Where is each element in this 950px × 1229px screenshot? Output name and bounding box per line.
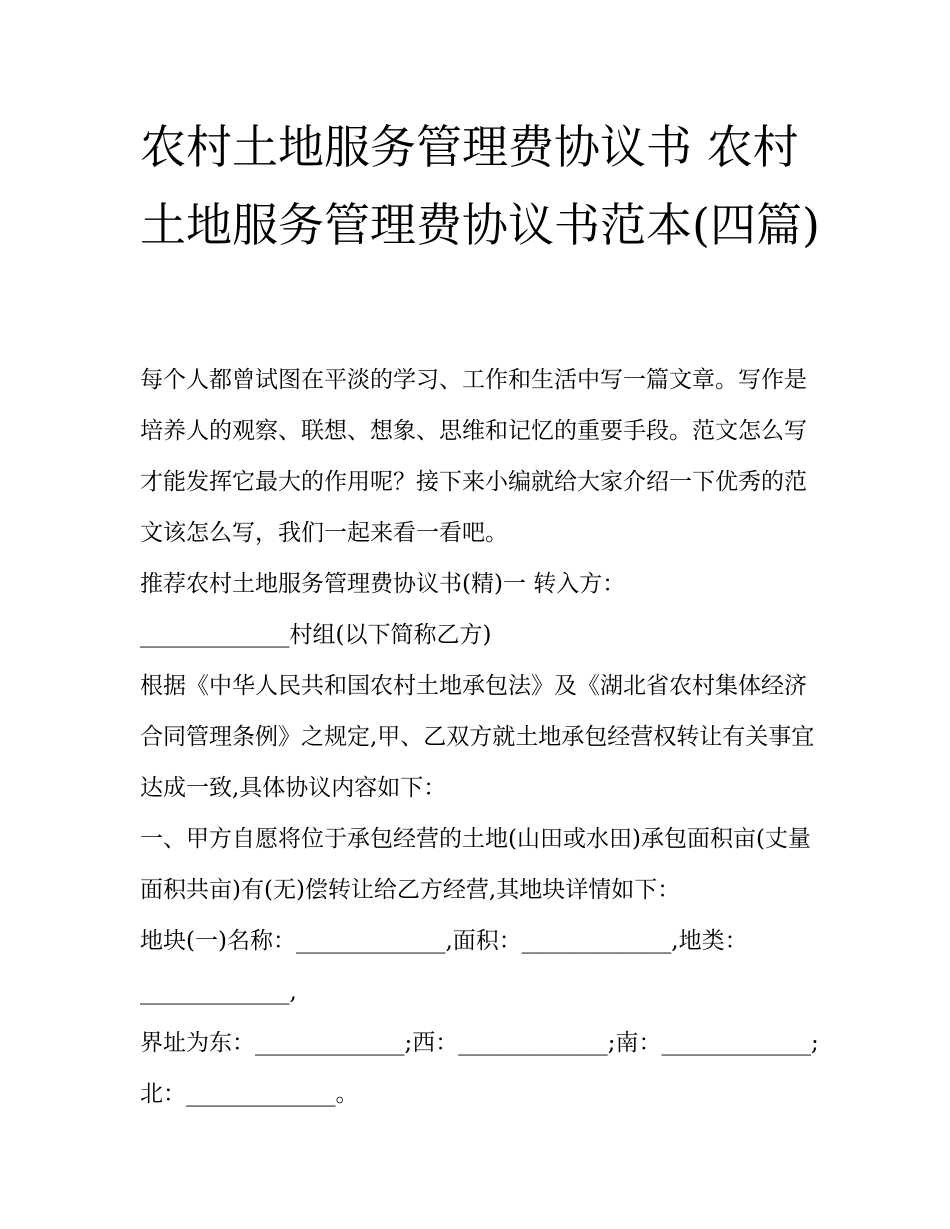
boundary-line: 界址为东：_____________;西：_____________;南：_____________;北：_____________。 <box>140 1030 819 1107</box>
plot-details-line: 地块(一)名称：_____________,面积：_____________,地类：_____________, <box>140 928 748 1005</box>
document-body <box>140 355 820 1120</box>
legal-basis-paragraph: 根据《中华人民共和国农村土地承包法》及《湖北省农村集体经济合同管理条例》之规定,甲、乙双方就土地承包经营权转让有关事宜达成一致,具体协议内容如下： <box>140 673 815 801</box>
clause-one-paragraph: 一、甲方自愿将位于承包经营的土地(山田或水田)承包面积亩(丈量面积共亩)有(无)偿转让给乙方经营,其地块详情如下： <box>140 826 811 903</box>
recommend-line: 推荐农村土地服务管理费协议书(精)一 转入方： <box>140 571 626 597</box>
intro-paragraph: 每个人都曾试图在平淡的学习、工作和生活中写一篇文章。写作是培养人的观察、联想、想象、思维和记忆的重要手段。范文怎么写才能发挥它最大的作用呢？接下来小编就给大家介绍一下优秀的范文该怎么写，我们一起来看一看吧。 <box>140 367 807 546</box>
document-title: 农村土地服务管理费协议书 农村土地服务管理费协议书范本(四篇) <box>140 120 820 252</box>
transferee-line: _____________村组(以下简称乙方) <box>140 622 492 648</box>
